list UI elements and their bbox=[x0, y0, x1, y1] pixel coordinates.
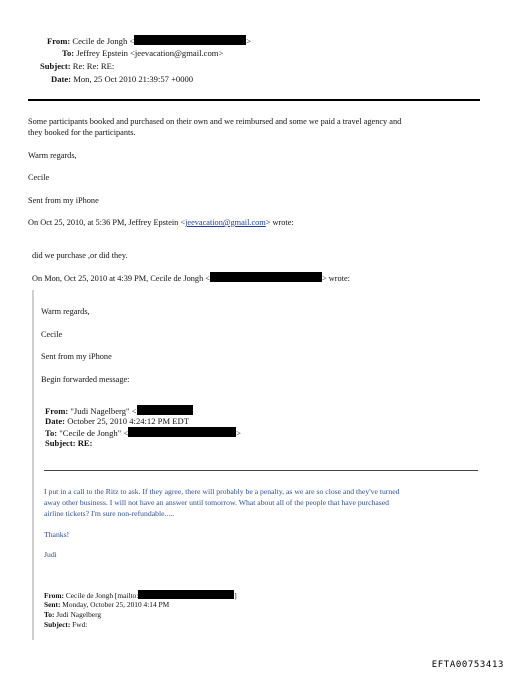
redaction-box bbox=[138, 590, 234, 599]
judi-signature: Judi bbox=[44, 550, 57, 559]
fwd-subject: Subject: RE: bbox=[45, 438, 93, 448]
bates-number: EFTA00753413 bbox=[431, 660, 504, 670]
reply-text: did we purchase ,or did they. bbox=[32, 251, 128, 260]
email-link[interactable]: jeevacation@gmail.com bbox=[185, 218, 266, 227]
judi-line-2: away other business. I will not have an answer until tomorrow. What about all of the people that have purchased bbox=[44, 498, 389, 507]
redaction-box bbox=[137, 405, 193, 415]
orig-subject: Subject: Fwd: bbox=[44, 620, 88, 629]
redaction-box bbox=[210, 272, 322, 282]
judi-line-3: airline tickets? I'm sure non-refundable..... bbox=[44, 509, 175, 518]
reply-attribution-2: On Mon, Oct 25, 2010 at 4:39 PM, Cecile de Jongh < > wrote: bbox=[32, 274, 350, 283]
reply-attribution-1: On Oct 25, 2010, at 5:36 PM, Jeffrey Epstein <jeevacation@gmail.com> wrote: bbox=[28, 218, 294, 227]
header-divider bbox=[28, 99, 480, 101]
from-value: Cecile de Jongh < bbox=[72, 36, 135, 46]
date-label: Date: bbox=[51, 74, 72, 84]
to-label: To: bbox=[62, 48, 75, 58]
header-to bbox=[62, 48, 223, 59]
header-from: From: Cecile de Jongh < > bbox=[47, 36, 252, 46]
fwd-to: To: "Cecile de Jongh" < > bbox=[45, 428, 242, 438]
subject-label: Subject: bbox=[40, 61, 71, 71]
orig-to: To: Judi Nagelberg bbox=[44, 610, 102, 619]
quoted-regards: Warm regards, bbox=[41, 307, 90, 316]
subject-value: Re: Re: RE: bbox=[72, 61, 115, 71]
quoted-sent-from: Sent from my iPhone bbox=[41, 352, 112, 361]
header-subject bbox=[40, 61, 114, 72]
forwarded-label: Begin forwarded message: bbox=[41, 375, 130, 384]
judi-line-1: I put in a call to the Ritz to ask. If they agree, there will probably be a penalty, as we are so close and they've turned bbox=[44, 487, 400, 496]
fwd-date: Date: October 25, 2010 4:24:12 PM EDT bbox=[45, 416, 189, 426]
message-signature: Cecile bbox=[28, 173, 50, 182]
quote-bar bbox=[32, 290, 34, 640]
to-value: Jeffrey Epstein <jeevacation@gmail.com> bbox=[76, 48, 224, 58]
quoted-signature: Cecile bbox=[41, 330, 63, 339]
fwd-divider bbox=[44, 470, 478, 471]
orig-from: From: Cecile de Jongh [mailto: ] bbox=[44, 591, 237, 600]
date-value: Mon, 25 Oct 2010 21:39:57 +0000 bbox=[73, 74, 194, 84]
message-regards: Warm regards, bbox=[28, 151, 77, 160]
orig-sent: Sent: Monday, October 25, 2010 4:14 PM bbox=[44, 600, 170, 609]
fwd-from: From: "Judi Nagelberg" < bbox=[45, 405, 193, 417]
judi-thanks: Thanks! bbox=[44, 530, 70, 539]
message-sent-from: Sent from my iPhone bbox=[28, 196, 99, 205]
message-line-2: they booked for the participants. bbox=[28, 128, 136, 137]
message-line-1: Some participants booked and purchased on their own and we reimbursed and some we paid a travel agency and bbox=[28, 117, 402, 126]
redaction-box bbox=[134, 35, 246, 45]
from-label: From: bbox=[47, 36, 71, 46]
header-date bbox=[51, 74, 193, 85]
redaction-box bbox=[128, 427, 236, 437]
